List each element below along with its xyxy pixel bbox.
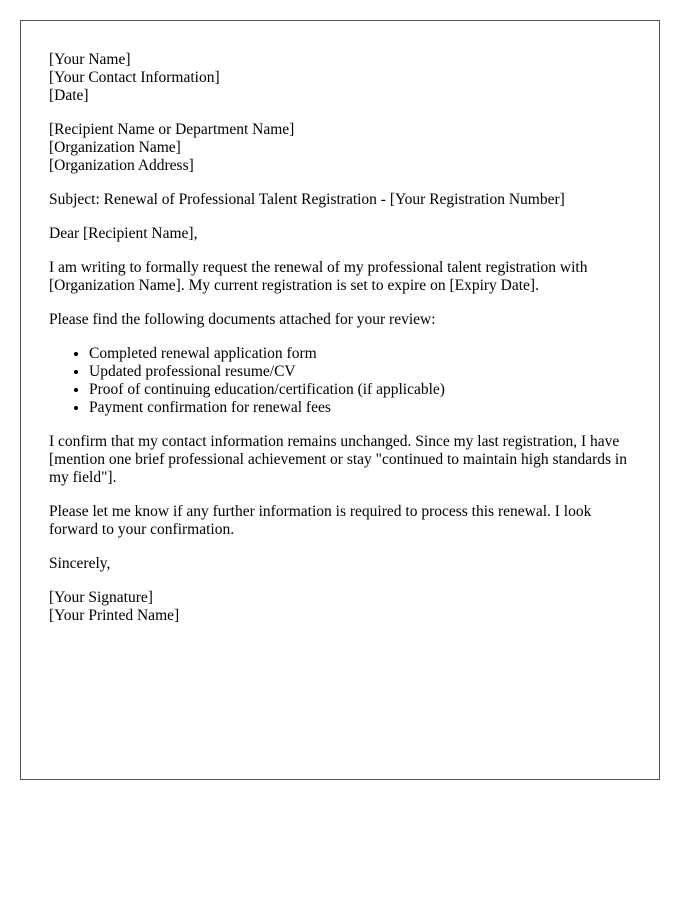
documents-intro: Please find the following documents attached for your review:	[49, 311, 436, 328]
signature: [Your Signature]	[49, 589, 153, 606]
printed-name: [Your Printed Name]	[49, 607, 180, 624]
sender-block	[49, 51, 629, 105]
recipient-block	[49, 121, 629, 175]
letter-page	[20, 20, 660, 780]
list-item: • Proof of continuing education/certification (if applicable)	[89, 381, 629, 399]
closing: Sincerely,	[49, 555, 111, 572]
letter-date: [Date]	[49, 87, 89, 104]
intro-paragraph: I am writing to formally request the renewal of my professional talent registration with [Organization Name]. My current registration is set to expire on [Expiry Date].	[49, 259, 588, 294]
recipient-organization: [Organization Name]	[49, 139, 181, 156]
list-item: • Payment confirmation for renewal fees	[89, 399, 629, 417]
recipient-name: [Recipient Name or Department Name]	[49, 121, 295, 138]
recipient-address: [Organization Address]	[49, 157, 194, 174]
letter-content	[49, 51, 629, 641]
subject-line: Subject: Renewal of Professional Talent Registration - [Your Registration Number]	[49, 191, 565, 208]
closing-request-paragraph: Please let me know if any further information is required to process this renewal. I look forward to your confirmation.	[49, 503, 592, 538]
salutation: Dear [Recipient Name],	[49, 225, 198, 242]
sender-contact: [Your Contact Information]	[49, 69, 220, 86]
signature-block	[49, 589, 629, 625]
sender-name: [Your Name]	[49, 51, 131, 68]
documents-list	[49, 345, 629, 417]
list-item: • Completed renewal application form	[89, 345, 629, 363]
list-item: • Updated professional resume/CV	[89, 363, 629, 381]
confirmation-paragraph: I confirm that my contact information remains unchanged. Since my last registration, I have [mention one brief professional achievement or stay "continued to maintain high standards in my field"].	[49, 433, 627, 486]
